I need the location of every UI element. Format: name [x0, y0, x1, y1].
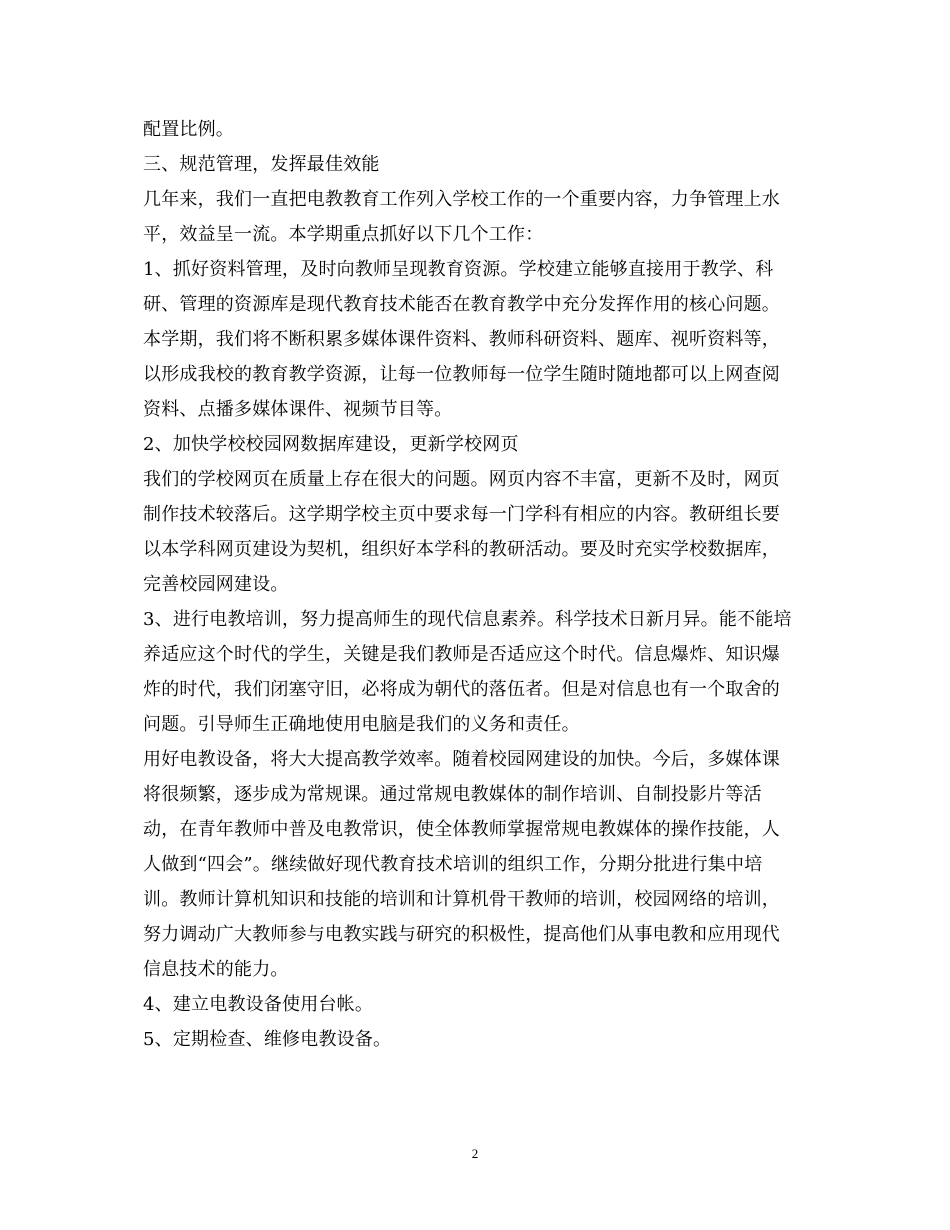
document-body	[143, 112, 811, 1057]
body-line: 将很频繁，逐步成为常规课。通过常规电教媒体的制作培训、自制投影片等活	[143, 784, 762, 805]
body-line: 以形成我校的教育教学资源，让每一位教师每一位学生随时随地都可以上网查阅	[143, 364, 780, 385]
body-line: 制作技术较落后。这学期学校主页中要求每一门学科有相应的内容。教研组长要	[143, 504, 780, 525]
body-line: 本学期，我们将不断积累多媒体课件资料、教师科研资料、题库、视听资料等，	[143, 329, 780, 350]
body-line: 人做到“四会”。继续做好现代教育技术培训的组织工作，分期分批进行集中培	[143, 854, 763, 875]
body-line: 研、管理的资源库是现代教育技术能否在教育教学中充分发挥作用的核心问题。	[143, 294, 780, 315]
page-number: 2	[471, 1146, 479, 1161]
body-line: 我们的学校网页在质量上存在很大的问题。网页内容不丰富，更新不及时，网页	[143, 469, 780, 490]
body-line: 配置比例。	[143, 119, 234, 140]
list-item-2: 2、加快学校校园网数据库建设，更新学校网页	[143, 434, 519, 455]
list-item-3: 3、进行电教培训，努力提高师生的现代信息素养。科学技术日新月异。能不能培	[143, 609, 792, 630]
list-item-1: 1、抓好资料管理，及时向教师呈现教育资源。学校建立能够直接用于教学、科	[143, 259, 774, 280]
body-line: 完善校园网建设。	[143, 574, 289, 595]
body-line: 以本学科网页建设为契机，组织好本学科的教研活动。要及时充实学校数据库，	[143, 539, 780, 560]
body-line: 平，效益呈一流。本学期重点抓好以下几个工作：	[143, 224, 544, 245]
body-line: 动，在青年教师中普及电教常识，使全体教师掌握常规电教媒体的操作技能，人	[143, 819, 780, 840]
body-line: 信息技术的能力。	[143, 959, 289, 980]
body-line: 几年来，我们一直把电教教育工作列入学校工作的一个重要内容，力争管理上水	[143, 189, 780, 210]
body-line: 努力调动广大教师参与电教实践与研究的积极性，提高他们从事电教和应用现代	[143, 924, 780, 945]
list-item-5: 5、定期检查、维修电教设备。	[143, 1029, 392, 1050]
body-line: 炸的时代，我们闭塞守旧，必将成为朝代的落伍者。但是对信息也有一个取舍的	[143, 679, 780, 700]
body-line: 训。教师计算机知识和技能的培训和计算机骨干教师的培训，校园网络的培训，	[143, 889, 780, 910]
list-item-4: 4、建立电教设备使用台帐。	[143, 994, 374, 1015]
body-line: 资料、点播多媒体课件、视频节目等。	[143, 399, 453, 420]
section-heading: 三、规范管理，发挥最佳效能	[143, 154, 380, 175]
body-line: 问题。引导师生正确地使用电脑是我们的义务和责任。	[143, 714, 580, 735]
body-line: 用好电教设备，将大大提高教学效率。随着校园网建设的加快。今后，多媒体课	[143, 749, 780, 770]
body-line: 养适应这个时代的学生，关键是我们教师是否适应这个时代。信息爆炸、知识爆	[143, 644, 780, 665]
